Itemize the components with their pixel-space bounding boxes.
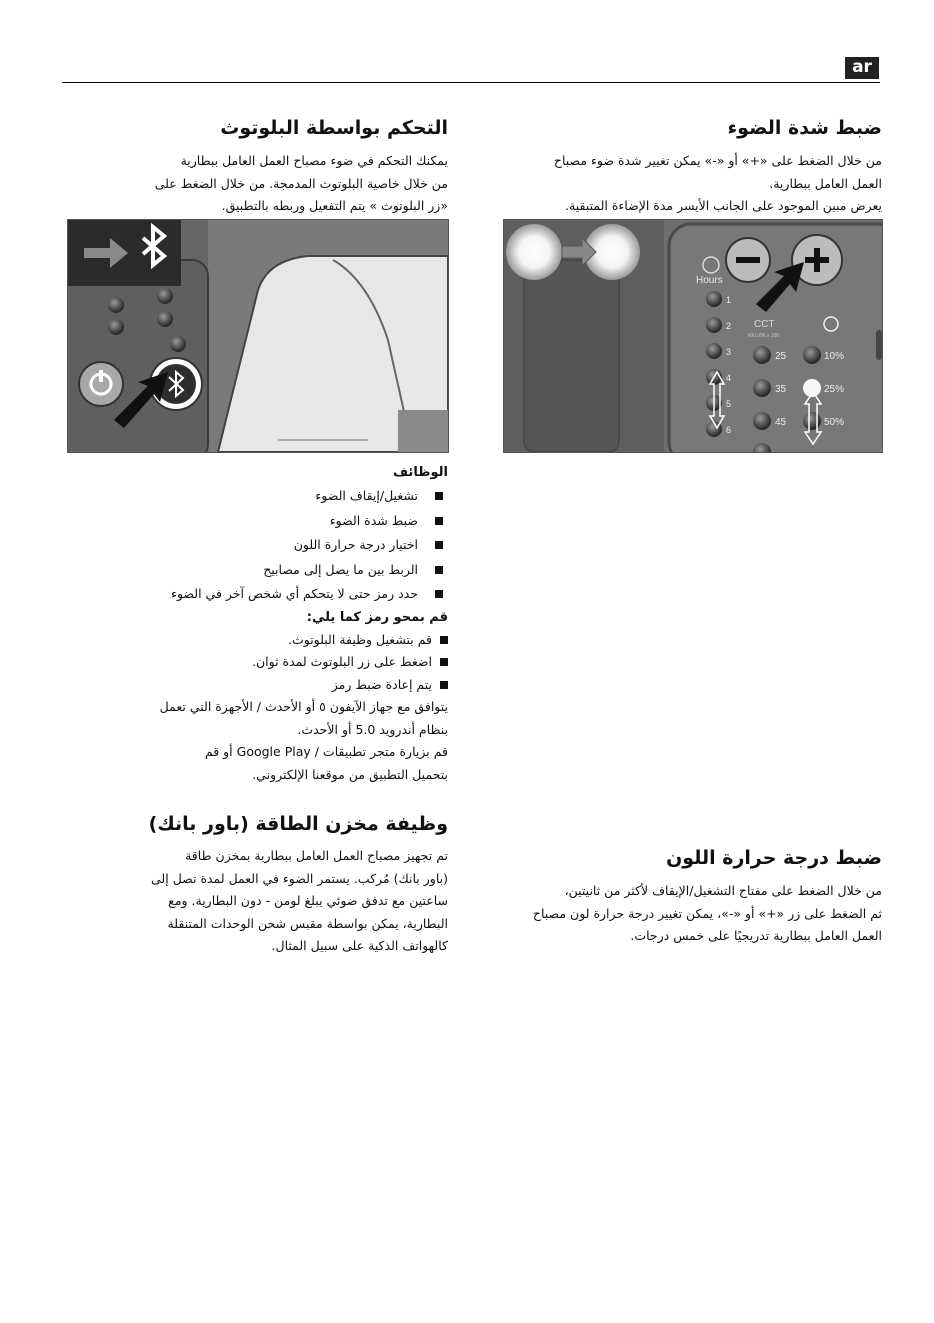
functions-title: الوظائف [393, 465, 448, 480]
powerbank-line-1: تم تجهيز مصباح العمل العامل ببطارية بمخزن طاقة [185, 848, 448, 863]
bluetooth-line-2: من خلال خاصية البلوتوث المدمجة. من خلال الضغط على [154, 175, 448, 191]
brightness-line-1: من خلال الضغط على «+» أو «-» يمكن تغيير شدة ضوء مصباح [553, 153, 882, 168]
pin-step: يتم إعادة ضبط رمز [62, 674, 448, 697]
cct-label: CCT [754, 319, 775, 330]
pin-step: اضغط على زر البلوتوث لمدة ثوان. [62, 651, 448, 674]
hour-num-5: 5 [726, 399, 732, 409]
powerbank-line-4: البطارية، يمكن بواسطة مقبس شحن الوحدات المتنقلة [167, 915, 448, 931]
function-item: الربط بين ما يصل إلى مصابيح [62, 558, 448, 583]
brightness-control-photo [503, 219, 883, 453]
colortemp-line-1: من خلال الضغط على مفتاح التشغيل/الإيقاف لأكثر من ثانيتين، [564, 883, 882, 898]
function-item: حدد رمز حتى لا يتحكم أي شخص آخر في الضوء [62, 582, 448, 607]
brightness-title: ضبط شدة الضوء [727, 117, 882, 139]
bluetooth-line-1: يمكنك التحكم في ضوء مصباح العمل العامل ببطارية [180, 153, 448, 168]
compat-line-1: يتوافق مع جهاز الآيفون ٥ أو الأحدث / الأجهزة التي تعمل [159, 699, 448, 714]
bluetooth-section [62, 116, 448, 218]
hour-num-1: 1 [726, 295, 732, 305]
bluetooth-line-3: «زر البلوتوث » يتم التفعيل وربطه بالتطبيق. [221, 198, 448, 213]
hour-num-2: 2 [726, 321, 732, 331]
hour-num-4: 4 [726, 373, 732, 383]
brightness-panel-illustration [504, 220, 882, 452]
brightness-line-3: يعرض مبين الموجود على الجانب الأيسر مدة الإضاءة المتبقية. [565, 198, 882, 213]
hour-num-6: 6 [726, 425, 732, 435]
function-item: اختيار درجة حرارة اللون [62, 533, 448, 558]
cct-value-25: 25 [775, 351, 787, 362]
colortemp-line-3: العمل العامل ببطارية تدريجيًا على خمس درجات. [630, 928, 882, 943]
functions-list [62, 484, 448, 607]
brightness-section [490, 116, 882, 218]
powerbank-line-3: ساعتين مع تدفق ضوئي يبلغ لومن - دون البطارية. ومع [168, 893, 448, 908]
bluetooth-control-photo [67, 219, 449, 453]
cct-value-45: 45 [775, 417, 787, 428]
cct-sub-label: KELVIN x 100 [748, 333, 780, 339]
brightness-line-2: العمل العامل ببطارية. [769, 175, 882, 191]
pin-step: قم بتشغيل وظيفة البلوتوث. [62, 629, 448, 652]
header-rule [62, 82, 880, 83]
hour-num-3: 3 [726, 347, 732, 357]
pin-reset-title: قم بمحو رمز كما يلي: [306, 609, 448, 625]
colortemp-title: ضبط درجة حرارة اللون [666, 847, 882, 869]
powerbank-line-2: (باور بانك) مُركب. يستمر الضوء في العمل لمدة تصل إلى [151, 870, 448, 886]
colortemp-line-2: ثم الضغط على زر «+» أو «-»، يمكن تغيير درجة حرارة لون مصباح [532, 905, 882, 921]
pct-value-25: 25% [824, 384, 845, 395]
bluetooth-title: التحكم بواسطة البلوتوث [220, 117, 448, 139]
hours-label: Hours [696, 275, 723, 286]
compat-line-4: بتحميل التطبيق من موقعنا الإلكتروني. [252, 766, 448, 782]
function-item: تشغيل/إيقاف الضوء [62, 484, 448, 509]
powerbank-title: وظيفة مخزن الطاقة (باور بانك) [148, 813, 448, 835]
powerbank-line-5: كالهواتف الذكية على سبيل المثال. [271, 938, 448, 953]
function-item: ضبط شدة الضوء [62, 509, 448, 534]
cct-value-35: 35 [775, 384, 787, 395]
compat-line-3: قم بزيارة متجر تطبيقات / Google Play أو قم [204, 744, 448, 759]
pct-value-50: 50% [824, 417, 845, 428]
pct-value-10: 10% [824, 351, 845, 362]
functions-section [62, 462, 448, 786]
compat-line-2: بنظام أندرويد 5.0 أو الأحدث. [297, 721, 448, 737]
pin-reset-list [62, 629, 448, 697]
bluetooth-panel-illustration [68, 220, 448, 452]
language-badge: ar [845, 57, 879, 79]
colortemp-section [490, 846, 882, 948]
powerbank-section [62, 812, 448, 958]
